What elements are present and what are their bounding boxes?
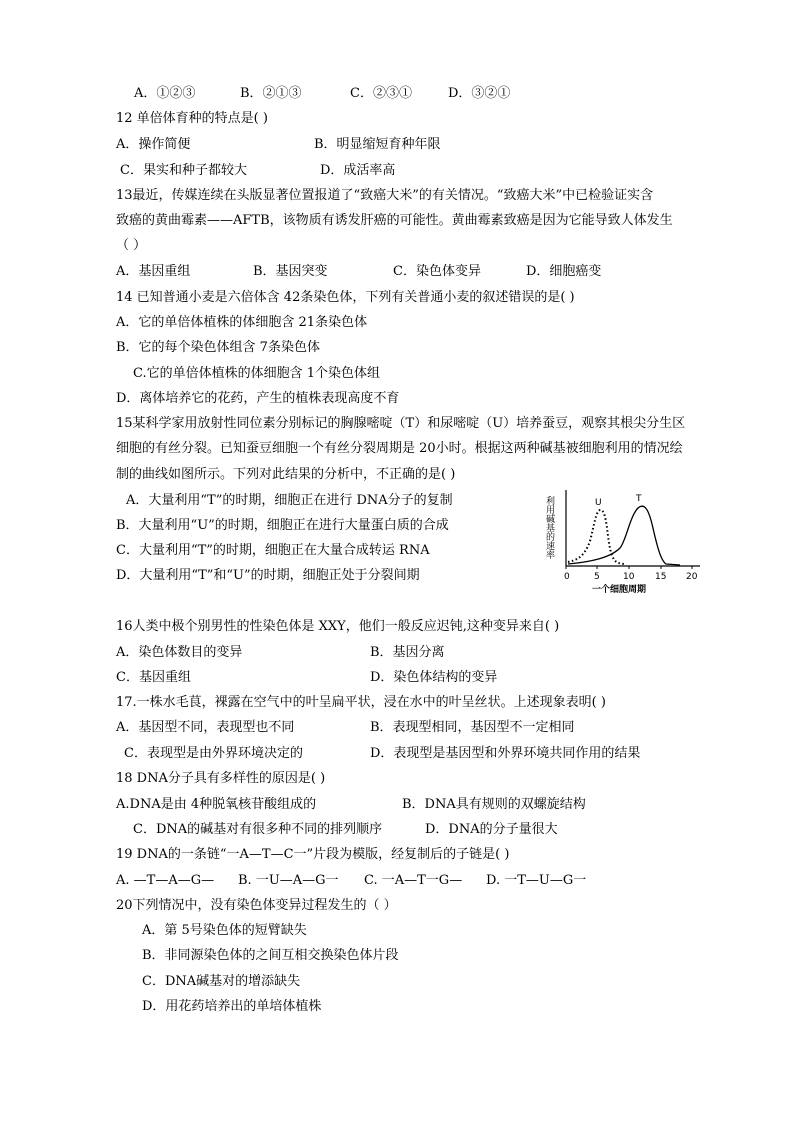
q17-option-a: A．基因型不同，表现型也不同 <box>116 720 295 735</box>
q15-tick-label-15: 15 <box>655 572 667 582</box>
q15-curve-t-label: T <box>636 494 642 504</box>
q14-option-a: A．它的单倍体植株的体细胞含 21条染色体 <box>116 315 368 330</box>
q18-stem: 18 DNA分子具有多样性的原因是( ) <box>116 771 326 786</box>
q16-stem: 16人类中极个别男性的性染色体是 XXY，他们一般反应迟钝,这种变异来自( ) <box>116 619 560 634</box>
q14-option-c: C.它的单倍体植株的体细胞含 1个染色体组 <box>133 366 381 381</box>
q15-x-label: 一个细胞周期 <box>592 585 647 595</box>
q12-option-d: D．成活率高 <box>320 163 396 178</box>
q11-option-c: C．②③① <box>350 86 412 101</box>
q15-stem-line2: 细胞的有丝分裂。已知蚕豆细胞一个有丝分裂周期是 20小时。根据这两种碱基被细胞利用的情况绘 <box>116 441 683 456</box>
q11-option-a: A．①②③ <box>134 86 196 101</box>
q17-stem: 17.一株水毛茛，裸露在空气中的叶呈扁平状，浸在水中的叶呈丝状。上述现象表明( ) <box>116 695 606 710</box>
q12-option-b: B．明显缩短育种年限 <box>314 137 441 152</box>
q12-option-a: A．操作简便 <box>116 137 191 152</box>
q15-option-b: B．大量利用“U”的时期，细胞正在进行大量蛋白质的合成 <box>116 518 449 533</box>
q15-tick-label-5: 5 <box>594 572 600 582</box>
q19-stem: 19 DNA的一条链“一A—T—C一”片段为模版，经复制后的子链是( ) <box>116 847 510 862</box>
q20-option-a: A．第 5号染色体的短臂缺失 <box>142 923 307 938</box>
q16-option-d: D．染色体结构的变异 <box>370 670 498 685</box>
q11-option-b: B．②①③ <box>240 86 302 101</box>
q15-curve-u <box>568 510 624 564</box>
q15-curve-u-label: U <box>595 498 602 508</box>
q18-option-b: B．DNA具有规则的双螺旋结构 <box>402 797 586 812</box>
q17-option-d: D．表现型是基因型和外界环境共同作用的结果 <box>370 746 641 761</box>
q17-option-b: B．表现型相同，基因型不一定相同 <box>370 720 575 735</box>
q19-option-a: A. —T—A—G— <box>116 873 215 888</box>
q15-option-d: D．大量利用“T”和“U”的时期，细胞正处于分裂间期 <box>116 568 420 583</box>
q13-option-b: B．基因突变 <box>253 264 328 279</box>
q13-option-d: D．细胞癌变 <box>526 264 602 279</box>
q15-stem-line3: 制的曲线如图所示。下列对此结果的分析中，不正确的是( ) <box>116 467 456 482</box>
q13-option-c: C．染色体变异 <box>393 264 481 279</box>
q20-option-b: B．非同源染色体的之间互相交换染色体片段 <box>142 948 399 963</box>
q16-option-c: C．基因重组 <box>116 670 191 685</box>
q18-option-d: D．DNA的分子量很大 <box>425 822 558 837</box>
q15-tick-label-0: 0 <box>564 572 570 582</box>
q15-option-c: C．大量利用“T”的时期，细胞正在大量合成转运 RNA <box>116 543 430 558</box>
q15-curve-t <box>568 506 680 565</box>
q20-option-c: C．DNA碱基对的增添缺失 <box>142 974 301 989</box>
q15-figure <box>540 486 710 596</box>
q16-option-b: B．基因分离 <box>370 645 445 660</box>
q15-curve-graph <box>540 486 710 596</box>
q13-stem-line2: 致癌的黄曲霉素——AFTB，该物质有诱发肝癌的可能性。黄曲霉素致癌是因为它能导致人体发生 <box>116 213 673 228</box>
q19-option-b: B. 一U—A—G一 <box>238 873 339 888</box>
q19-option-c: C. 一A—T一G— <box>364 873 463 888</box>
q18-option-a: A.DNA是由 4种脱氧核苷酸组成的 <box>116 797 317 812</box>
q15-tick-label-20: 20 <box>686 572 698 582</box>
q11-option-d: D．③②① <box>448 86 511 101</box>
q18-option-c: C．DNA的碱基对有很多种不同的排列顺序 <box>133 822 383 837</box>
q15-tick-label-10: 10 <box>623 572 635 582</box>
q20-option-d: D．用花药培养出的单培体植株 <box>142 999 322 1014</box>
q15-stem-line1: 15某科学家用放射性同位素分别标记的胸腺嘧啶（T）和尿嘧啶（U）培养蚕豆，观察其根尖分生区 <box>116 416 686 431</box>
q16-option-a: A．染色体数目的变异 <box>116 645 243 660</box>
q13-option-a: A．基因重组 <box>116 264 191 279</box>
q15-option-a: A．大量利用“T”的时期，细胞正在进行 DNA分子的复制 <box>126 493 453 508</box>
q14-option-b: B．它的每个染色体组含 7条染色体 <box>116 340 320 355</box>
q14-stem: 14 已知普通小麦是六倍体含 42条染色体，下列有关普通小麦的叙述错误的是( ) <box>116 290 575 305</box>
q13-stem-line3: （ ） <box>116 238 147 253</box>
q14-option-d: D．离体培养它的花药，产生的植株表现高度不育 <box>116 391 400 406</box>
q17-option-c: C．表现型是由外界环境决定的 <box>124 746 303 761</box>
q19-option-d: D. 一T—U—G一 <box>486 873 587 888</box>
q15-y-label: 利用碱基的速率 <box>544 496 554 559</box>
q13-stem-line1: 13最近，传媒连续在头版显著位置报道了“致癌大米”的有关情况。“致癌大米”中已检验证实含 <box>116 188 654 203</box>
q12-option-c: C．果实和种子都较大 <box>120 163 247 178</box>
q12-stem: 12 单倍体育种的特点是( ) <box>116 111 268 126</box>
q20-stem: 20下列情况中，没有染色体变异过程发生的（ ） <box>116 898 397 913</box>
